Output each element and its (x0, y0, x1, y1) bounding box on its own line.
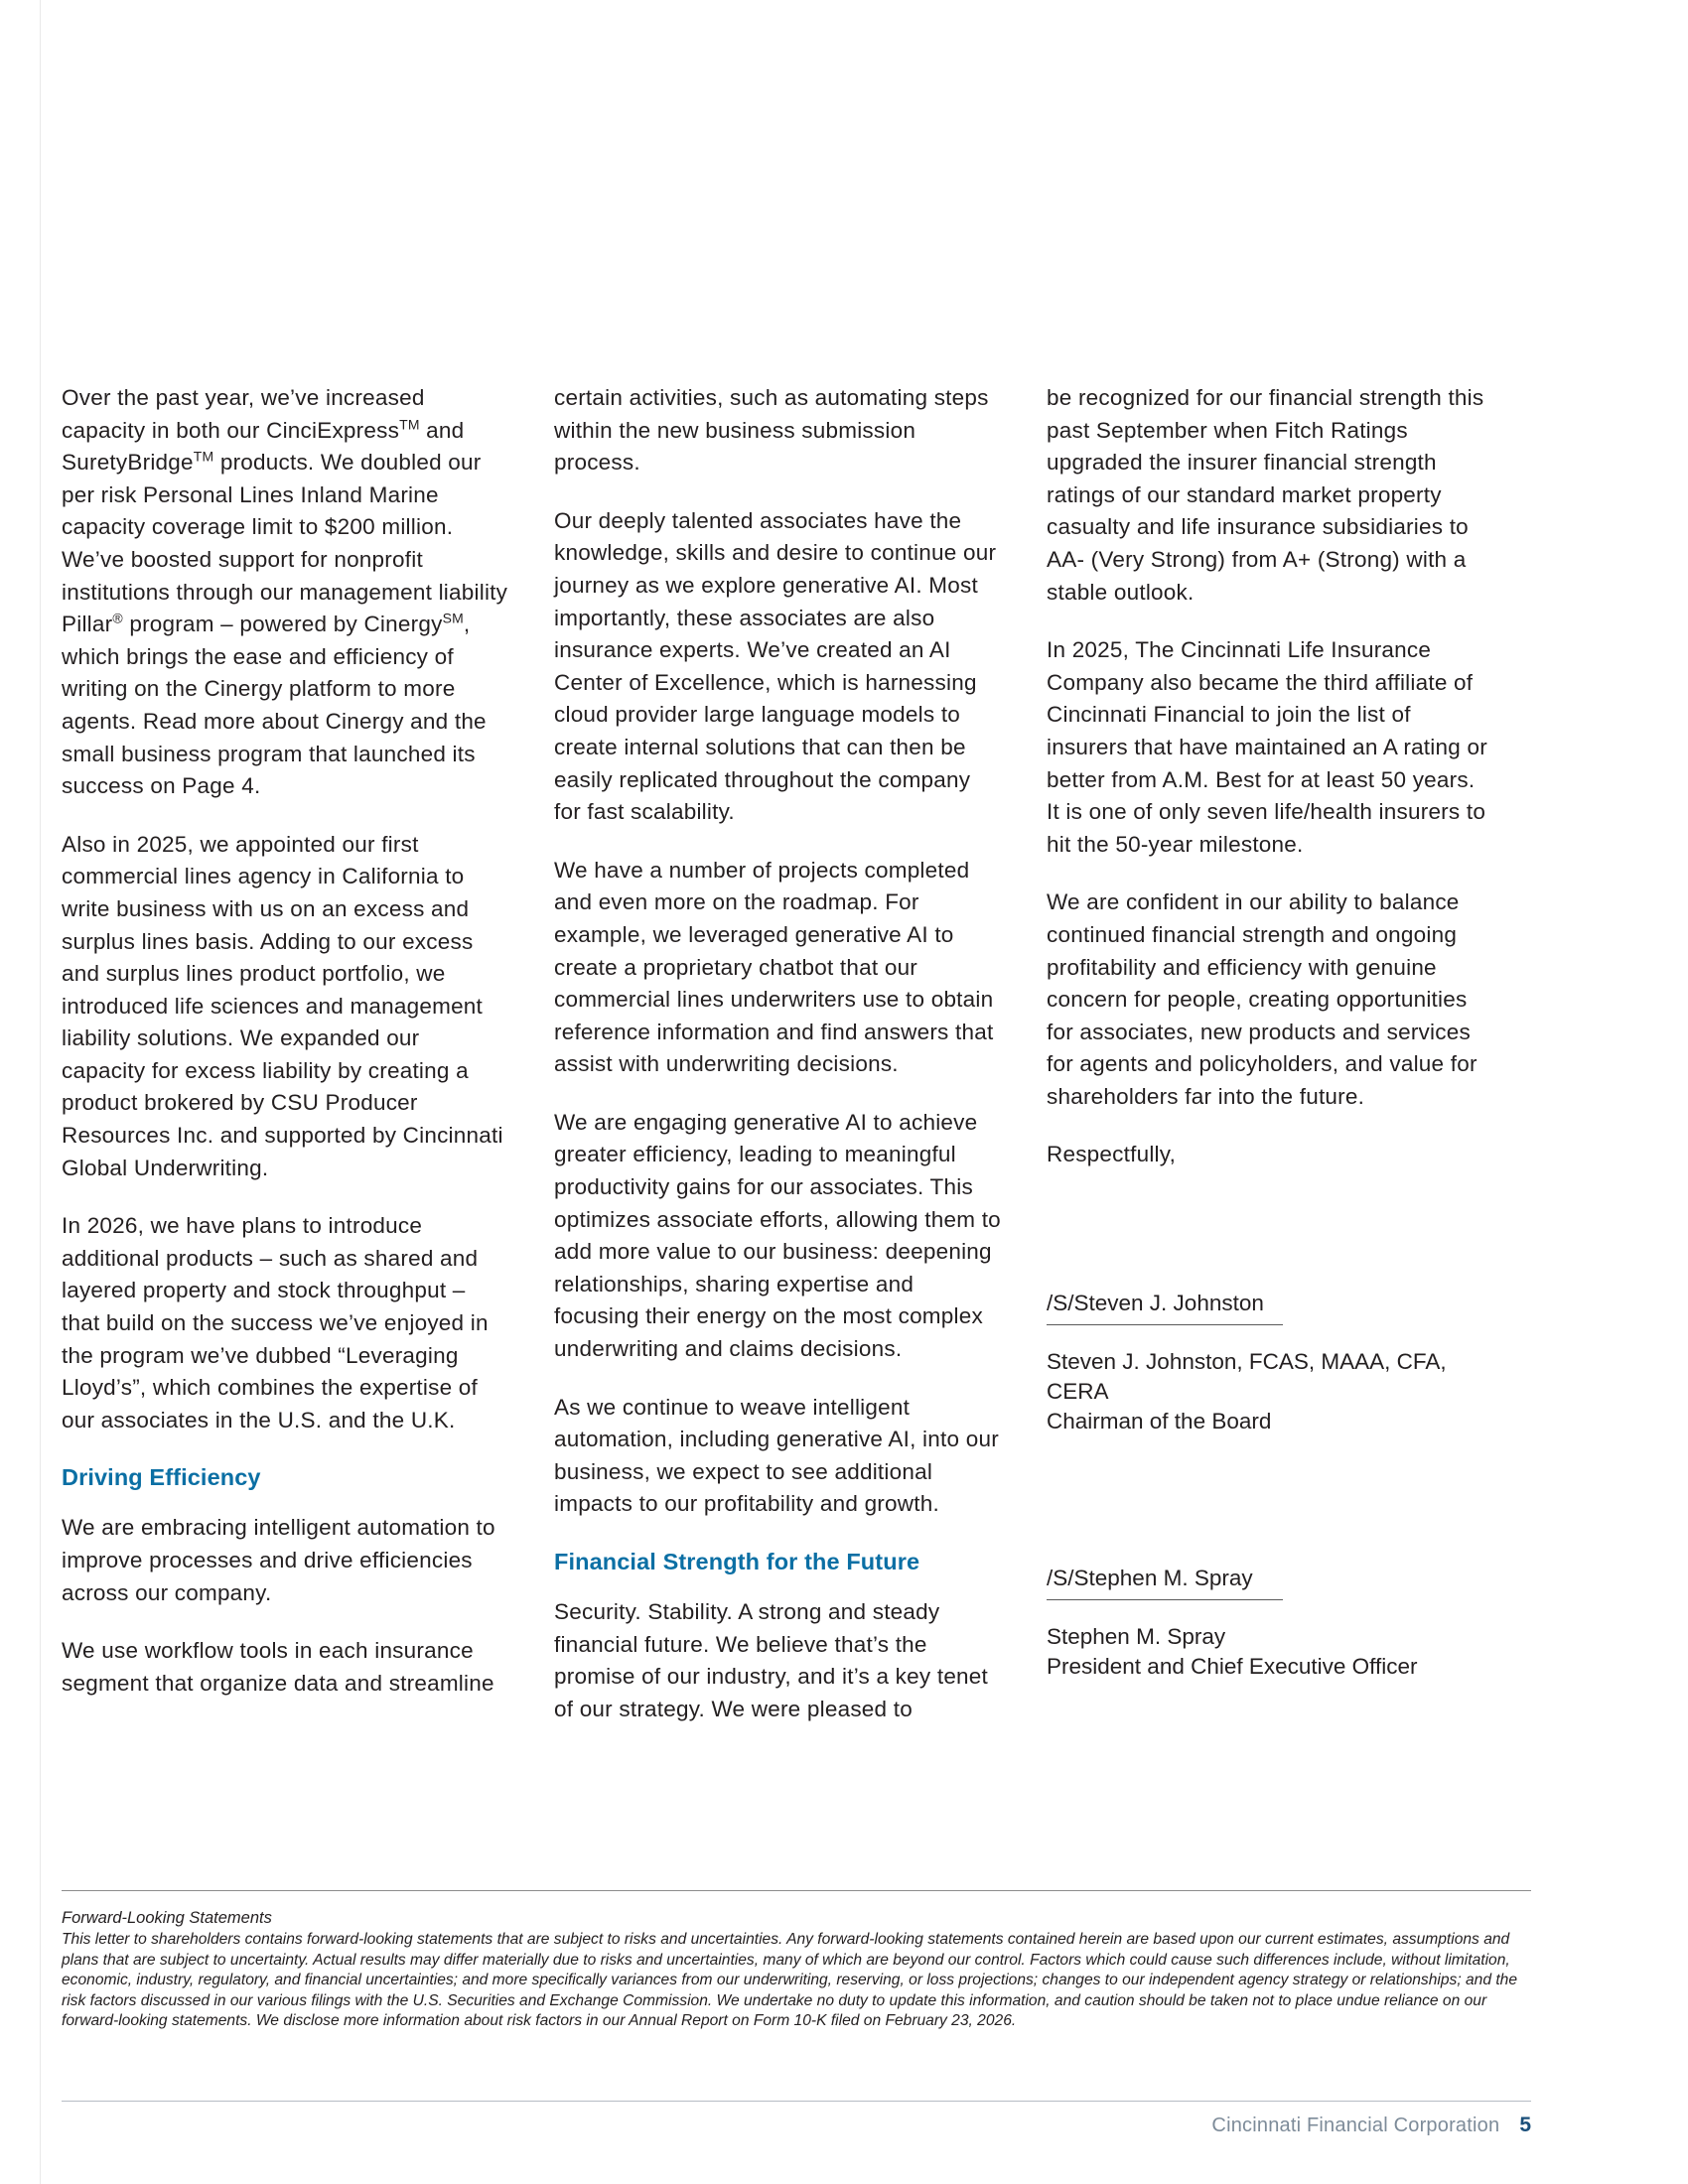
disclaimer-body: This letter to shareholders contains forward-looking statements that are subject to risks and uncertainties. Any forward-looking statements contained herein are based upon our current estimates, assumptions and plans that are subject to uncertainty. Actual results may differ materially due to risks and uncertainties, many of which are beyond our control. Factors which could cause such differences include, without limitation, economic, industry, regulatory, and financial uncertainties; and more specifically variances from our underwriting, reserving, or loss projections; changes to our independent agency strategy or relationships; and the risk factors discussed in our various filings with the U.S. Securities and Exchange Commission. We undertake no duty to update this information, and caution should be taken not to place undue reliance on our forward-looking statements. We disclose more information about risk factors in our Annual Report on Form 10-K filed on February 23, 2026. (62, 1931, 1518, 2030)
text-column-2 (554, 382, 1001, 1751)
text-column-3 (1047, 382, 1493, 1751)
paragraph-text: program – powered by Cinergy (122, 612, 443, 637)
signature-mark-johnston: /S/Steven J. Johnston (1047, 1289, 1283, 1325)
paragraph-text: Over the past year, we’ve increased capacity in both our CinciExpress (62, 385, 425, 443)
paragraph-closing: Respectfully, (1047, 1142, 1177, 1167)
paragraph-certain-activities: certain activities, such as automating steps within the new business submission process. (554, 385, 989, 476)
registered-mark: ® (112, 610, 123, 626)
paragraph-california-agency: Also in 2025, we appointed our first commercial lines agency in California to write business with us on an excess and surplus lines basis. Adding to our excess and surplus lines product portfolio, we introduced life sciences and management liability solutions. We expanded our capacity for excess liability by creating a product brokered by CSU Producer Resources Inc. and supported by Cincinnati Global Underwriting. (62, 831, 503, 1180)
paragraph-workflow-tools: We use workflow tools in each insurance segment that organize data and streamline (62, 1638, 494, 1696)
disclaimer-title: Forward-Looking Statements (62, 1909, 272, 1927)
page-left-edge (0, 0, 41, 2184)
paragraph-2026-plans: In 2026, we have plans to introduce additional products – such as shared and layered property and stock throughput – that build on the success we’ve enjoyed in the program we’ve dubbed “Leveraging Lloyd’s”, which combines the expertise of our associates in the U.S. and the U.K. (62, 1213, 489, 1433)
footer-divider (62, 2101, 1531, 2102)
paragraph-text: products. We doubled our per risk Personal Lines Inland Marine capacity coverage limit to $200 million. We’ve boosted support for nonprofit institutions through our management liability Pillar (62, 450, 508, 637)
footer-page-number: 5 (1519, 2114, 1531, 2136)
signature-block-spray (1047, 1564, 1493, 1682)
heading-financial-strength: Financial Strength for the Future (554, 1549, 920, 1574)
paragraph-generative-ai-efficiency: We are engaging generative AI to achieve greater efficiency, leading to meaningful productivity gains for our associates. This optimizes associate efforts, allowing them to add more value to our business: deepening relationships, sharing expertise and focusing their energy on the most complex underwriting and claims decisions. (554, 1109, 1001, 1362)
footer-company-name: Cincinnati Financial Corporation (1211, 2115, 1500, 2136)
disclaimer-divider (62, 1890, 1531, 1891)
paragraph-security-stability: Security. Stability. A strong and steady financial future. We believe that’s the promise of our industry, and it’s a key tenet of our strategy. We were pleased to (554, 1599, 989, 1721)
forward-looking-statements (62, 1908, 1541, 2032)
paragraph-am-best: In 2025, The Cincinnati Life Insurance Company also became the third affiliate of Cincinnati Financial to join the list of insurers that have maintained an A rating or better from A.M. Best for at least 50 years. It is one of only seven life/health insurers to hit the 50-year milestone. (1047, 637, 1487, 857)
paragraph-talented-associates: Our deeply talented associates have the knowledge, skills and desire to continue our journey as we explore generative AI. Most importantly, these associates are also insurance experts. We’ve created an AI Center of Excellence, which is harnessing cloud provider large language models to create internal solutions that can then be easily replicated throughout the company for fast scalability. (554, 507, 997, 825)
paragraph-projects-roadmap: We have a number of projects completed and even more on the roadmap. For example, we leveraged generative AI to create a proprietary chatbot that our commercial lines underwriters use to obtain reference information and find answers that assist with underwriting decisions. (554, 857, 994, 1077)
signer-title: President and Chief Executive Officer (1047, 1654, 1418, 1680)
trademark-mark: TM (399, 416, 420, 433)
signer-name: Steven J. Johnston, FCAS, MAAA, CFA, CERA (1047, 1349, 1447, 1405)
heading-driving-efficiency: Driving Efficiency (62, 1464, 261, 1491)
paragraph-confidence: We are confident in our ability to balance continued financial strength and ongoing profitability and efficiency with genuine concern for people, creating opportunities for associates, new products and services for agents and policyholders, and value for shareholders far into the future. (1047, 889, 1477, 1109)
paragraph-text: and SuretyBridge (62, 417, 465, 476)
servicemark-mark: SM (442, 610, 464, 626)
signature-mark-spray: /S/Stephen M. Spray (1047, 1564, 1283, 1600)
page-footer (1211, 2113, 1531, 2138)
signature-name-johnston (1047, 1347, 1493, 1436)
paragraph-text: , which brings the ease and efficiency of writing on the Cinergy platform to more agents. Read more about Cinergy and the small business program that launched its success on Page 4. (62, 612, 487, 799)
paragraph-capacity (62, 382, 508, 803)
paragraph-intelligent-automation: We are embracing intelligent automation to improve processes and drive efficiencies across our company. (62, 1515, 495, 1605)
signer-title: Chairman of the Board (1047, 1409, 1272, 1434)
signature-block-johnston (1047, 1289, 1493, 1436)
text-column-1 (62, 382, 508, 1751)
signature-name-spray (1047, 1622, 1493, 1682)
three-column-body (62, 382, 1531, 1751)
trademark-mark: TM (193, 448, 214, 465)
paragraph-weave-automation: As we continue to weave intelligent automation, including generative AI, into our business, we expect to see additional impacts to our profitability and growth. (554, 1394, 999, 1517)
signer-name: Stephen M. Spray (1047, 1624, 1226, 1650)
paragraph-fitch-ratings: be recognized for our financial strength this past September when Fitch Ratings upgraded the insurer financial strength ratings of our standard market property casualty and life insurance subsidiaries to AA- (Very Strong) from A+ (Strong) with a stable outlook. (1047, 385, 1484, 605)
